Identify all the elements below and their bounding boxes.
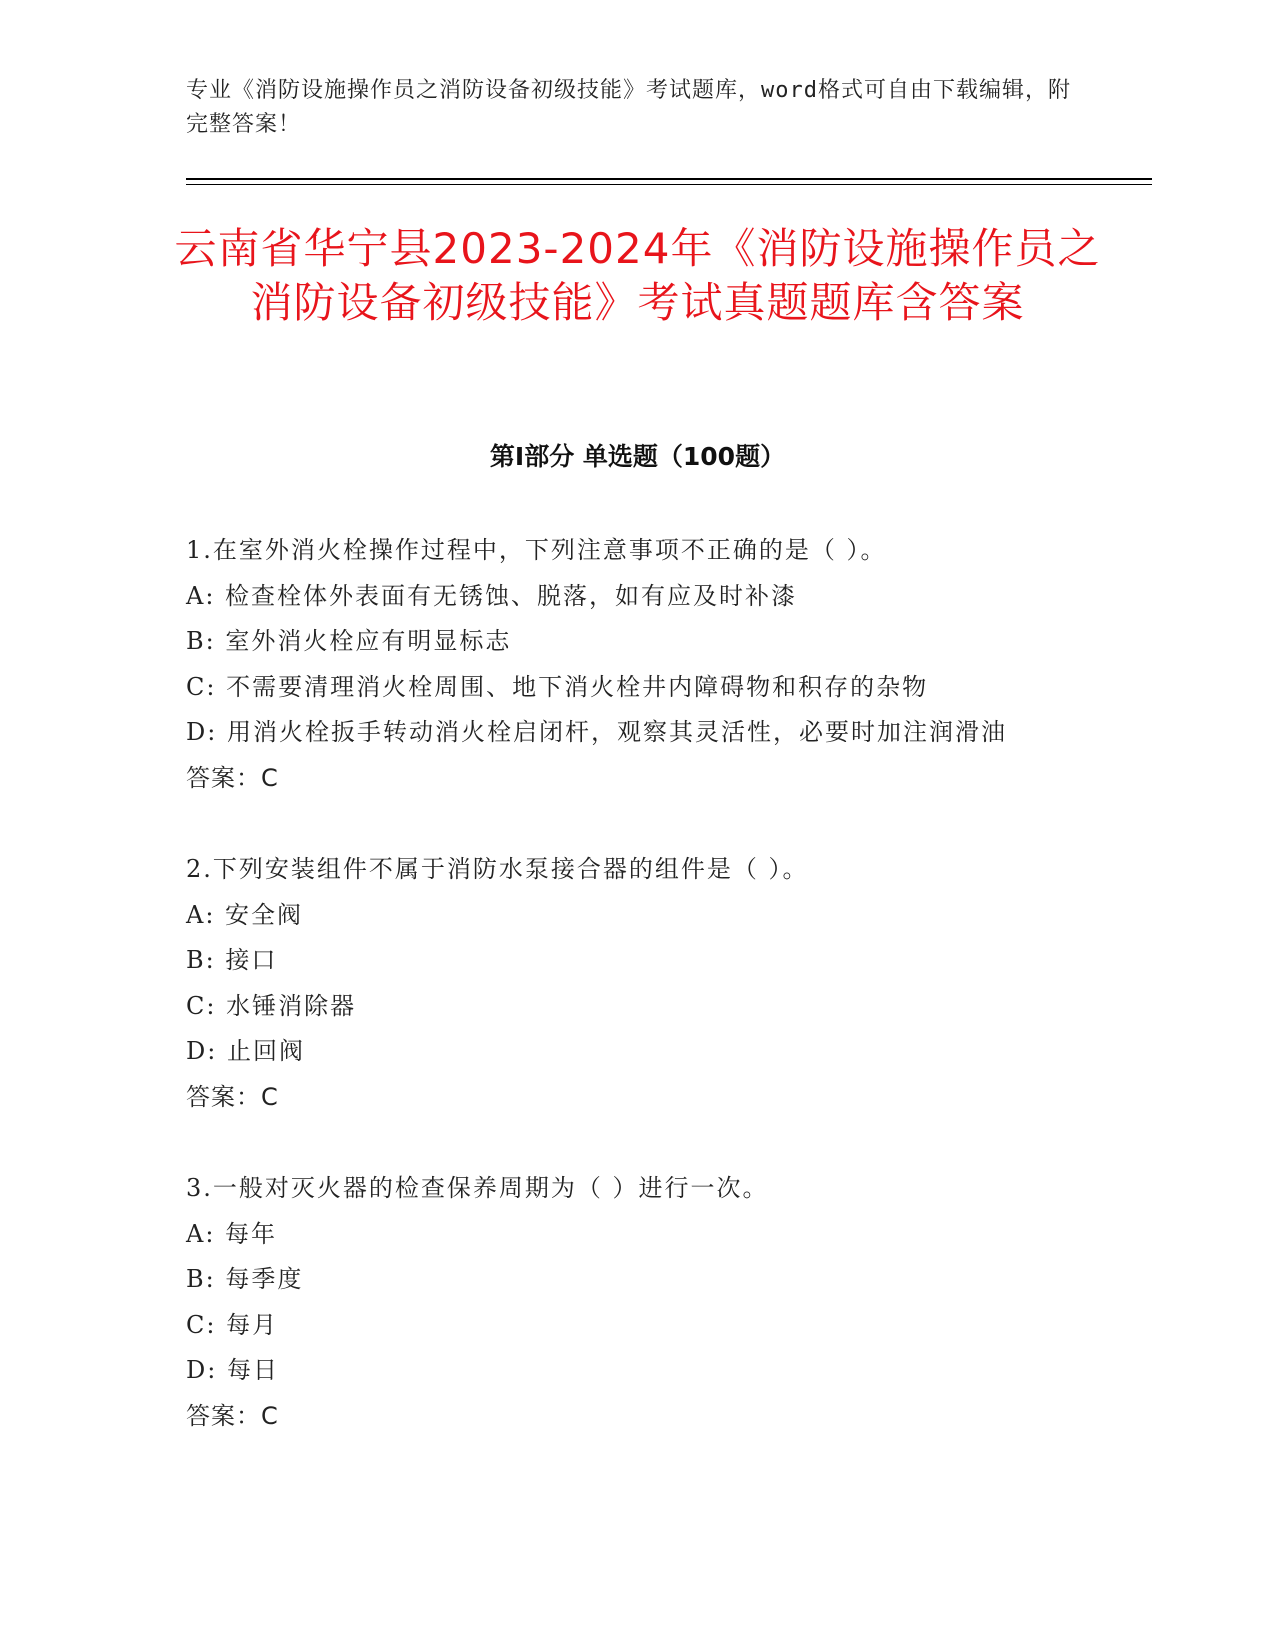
option-a: A: 检查栓体外表面有无锈蚀、脱落，如有应及时补漆 <box>186 581 798 610</box>
option-c: C: 不需要清理消火栓周围、地下消火栓井内障碍物和积存的杂物 <box>186 672 929 701</box>
option-b: B: 每季度 <box>186 1265 304 1293</box>
option-b: B: 接口 <box>186 946 278 974</box>
header-divider-thin <box>186 184 1152 185</box>
question-3 <box>186 1166 1086 1439</box>
question-stem: 3.一般对灭火器的检查保养周期为（ ）进行一次。 <box>186 1174 769 1202</box>
option-c: C: 每月 <box>186 1310 279 1339</box>
option-a: A: 安全阀 <box>186 900 304 929</box>
document-title: 云南省华宁县2023-2024年《消防设施操作员之消防设备初级技能》考试真题题库含答案 <box>174 224 1101 327</box>
option-c: C: 水锤消除器 <box>186 991 357 1020</box>
option-b: B: 室外消火栓应有明显标志 <box>186 627 512 655</box>
option-d: D: 用消火栓扳手转动消火栓启闭杆，观察其灵活性，必要时加注润滑油 <box>186 718 1007 746</box>
option-d: D: 每日 <box>186 1356 279 1384</box>
question-list <box>186 528 1086 1439</box>
section-title: 第Ⅰ部分 单选题（100题） <box>489 442 786 471</box>
question-1 <box>186 528 1086 801</box>
answer-line: 答案：C <box>186 1401 279 1430</box>
answer-line: 答案：C <box>186 1082 279 1111</box>
option-a: A: 每年 <box>186 1219 278 1248</box>
option-d: D: 止回阀 <box>186 1037 305 1065</box>
answer-line: 答案：C <box>186 763 279 792</box>
question-2 <box>186 847 1086 1120</box>
header-divider-thick <box>186 178 1152 180</box>
question-stem: 2.下列安装组件不属于消防水泵接合器的组件是（ ）。 <box>186 855 809 883</box>
question-stem: 1.在室外消火栓操作过程中，下列注意事项不正确的是（ ）。 <box>186 536 887 564</box>
header-note: 专业《消防设施操作员之消防设备初级技能》考试题库，word格式可自由下载编辑，附完整答案！ <box>186 78 1071 137</box>
